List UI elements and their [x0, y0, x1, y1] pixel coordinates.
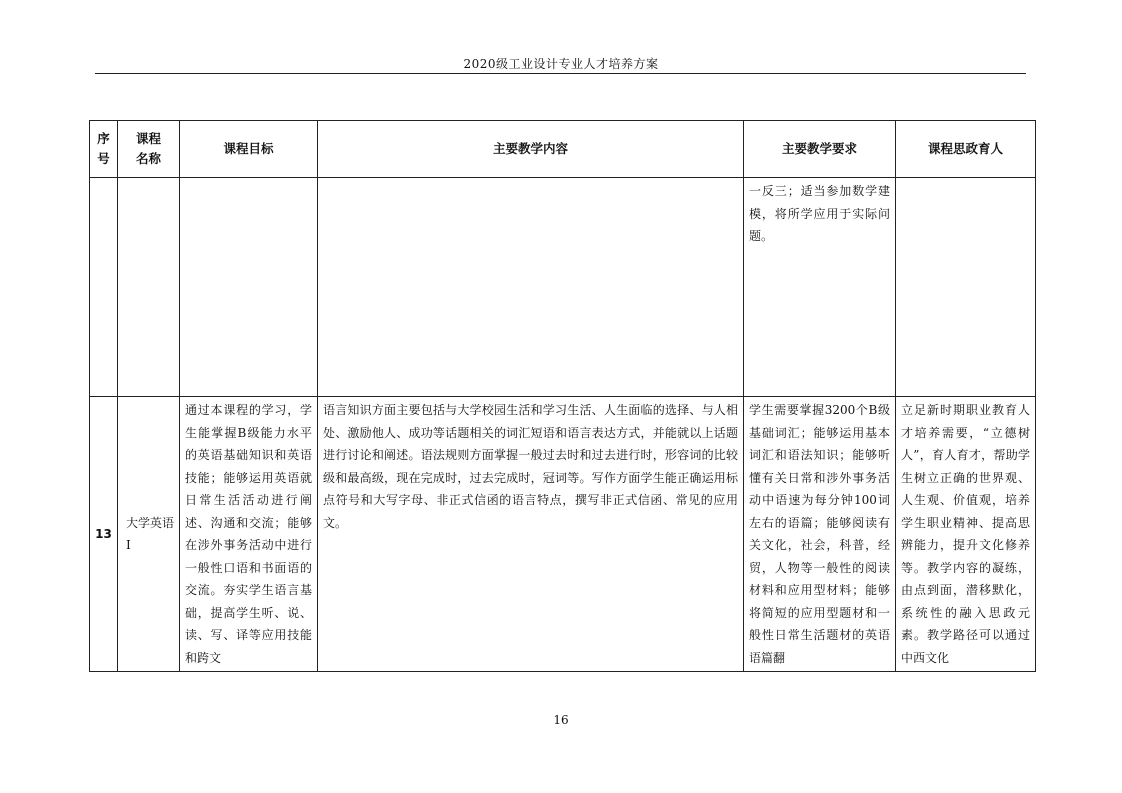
cell-course-name: 大学英语Ⅰ: [118, 397, 180, 672]
cell-index: 13: [90, 397, 118, 672]
header-rule: [95, 73, 1026, 74]
table-header-row: [90, 121, 1036, 178]
cell-content: [318, 178, 744, 397]
cell-ideology: [896, 178, 1036, 397]
course-table: [89, 120, 1036, 672]
cell-requirement: 一反三；适当参加数学建模，将所学应用于实际问题。: [744, 178, 896, 397]
table-row: [90, 178, 1036, 397]
column-header-goal: 课程目标: [180, 121, 318, 178]
column-header-name: 课程名称: [118, 121, 180, 178]
cell-index: [90, 178, 118, 397]
cell-requirement: 学生需要掌握3200个B级基础词汇；能够运用基本词汇和语法知识；能够听懂有关日常和涉外事务活动中语速为每分钟100词左右的语篇；能够阅读有关文化，社会，科普，经贸，人物等一般性的阅读材料和应用型材料；能够将简短的应用型题材和一般性日常生活题材的英语语篇翻: [744, 397, 896, 672]
page-header-title: 2020级工业设计专业人才培养方案: [463, 57, 659, 71]
cell-goal: [180, 178, 318, 397]
page-number: 16: [553, 713, 569, 727]
column-header-requirement: 主要教学要求: [744, 121, 896, 178]
column-header-index: 序号: [90, 121, 118, 178]
cell-goal: 通过本课程的学习，学生能掌握B级能力水平的英语基础知识和英语技能；能够运用英语就日常生活活动进行阐述、沟通和交流；能够在涉外事务活动中进行一般性口语和书面语的交流。夯实学生语言基础，提高学生听、说、读、写、译等应用技能和跨文: [180, 397, 318, 672]
cell-ideology: 立足新时期职业教育人才培养需要，“立德树人”，育人育才，帮助学生树立正确的世界观、人生观、价值观，培养学生职业精神、提高思辨能力，提升文化修养等。教学内容的凝练，由点到面，潜移默化，系统性的融入思政元素。教学路径可以通过中西文化: [896, 397, 1036, 672]
column-header-content: 主要教学内容: [318, 121, 744, 178]
column-header-ideology: 课程思政育人: [896, 121, 1036, 178]
table-row: [90, 397, 1036, 672]
cell-course-name: [118, 178, 180, 397]
cell-content: 语言知识方面主要包括与大学校园生活和学习生活、人生面临的选择、与人相处、激励他人、成功等话题相关的词汇短语和语言表达方式，并能就以上话题进行讨论和阐述。语法规则方面掌握一般过去时和过去进行时，形容词的比较级和最高级，现在完成时，过去完成时，冠词等。写作方面学生能正确运用标点符号和大写字母、非正式信函的语言特点，撰写非正式信函、常见的应用文。: [318, 397, 744, 672]
